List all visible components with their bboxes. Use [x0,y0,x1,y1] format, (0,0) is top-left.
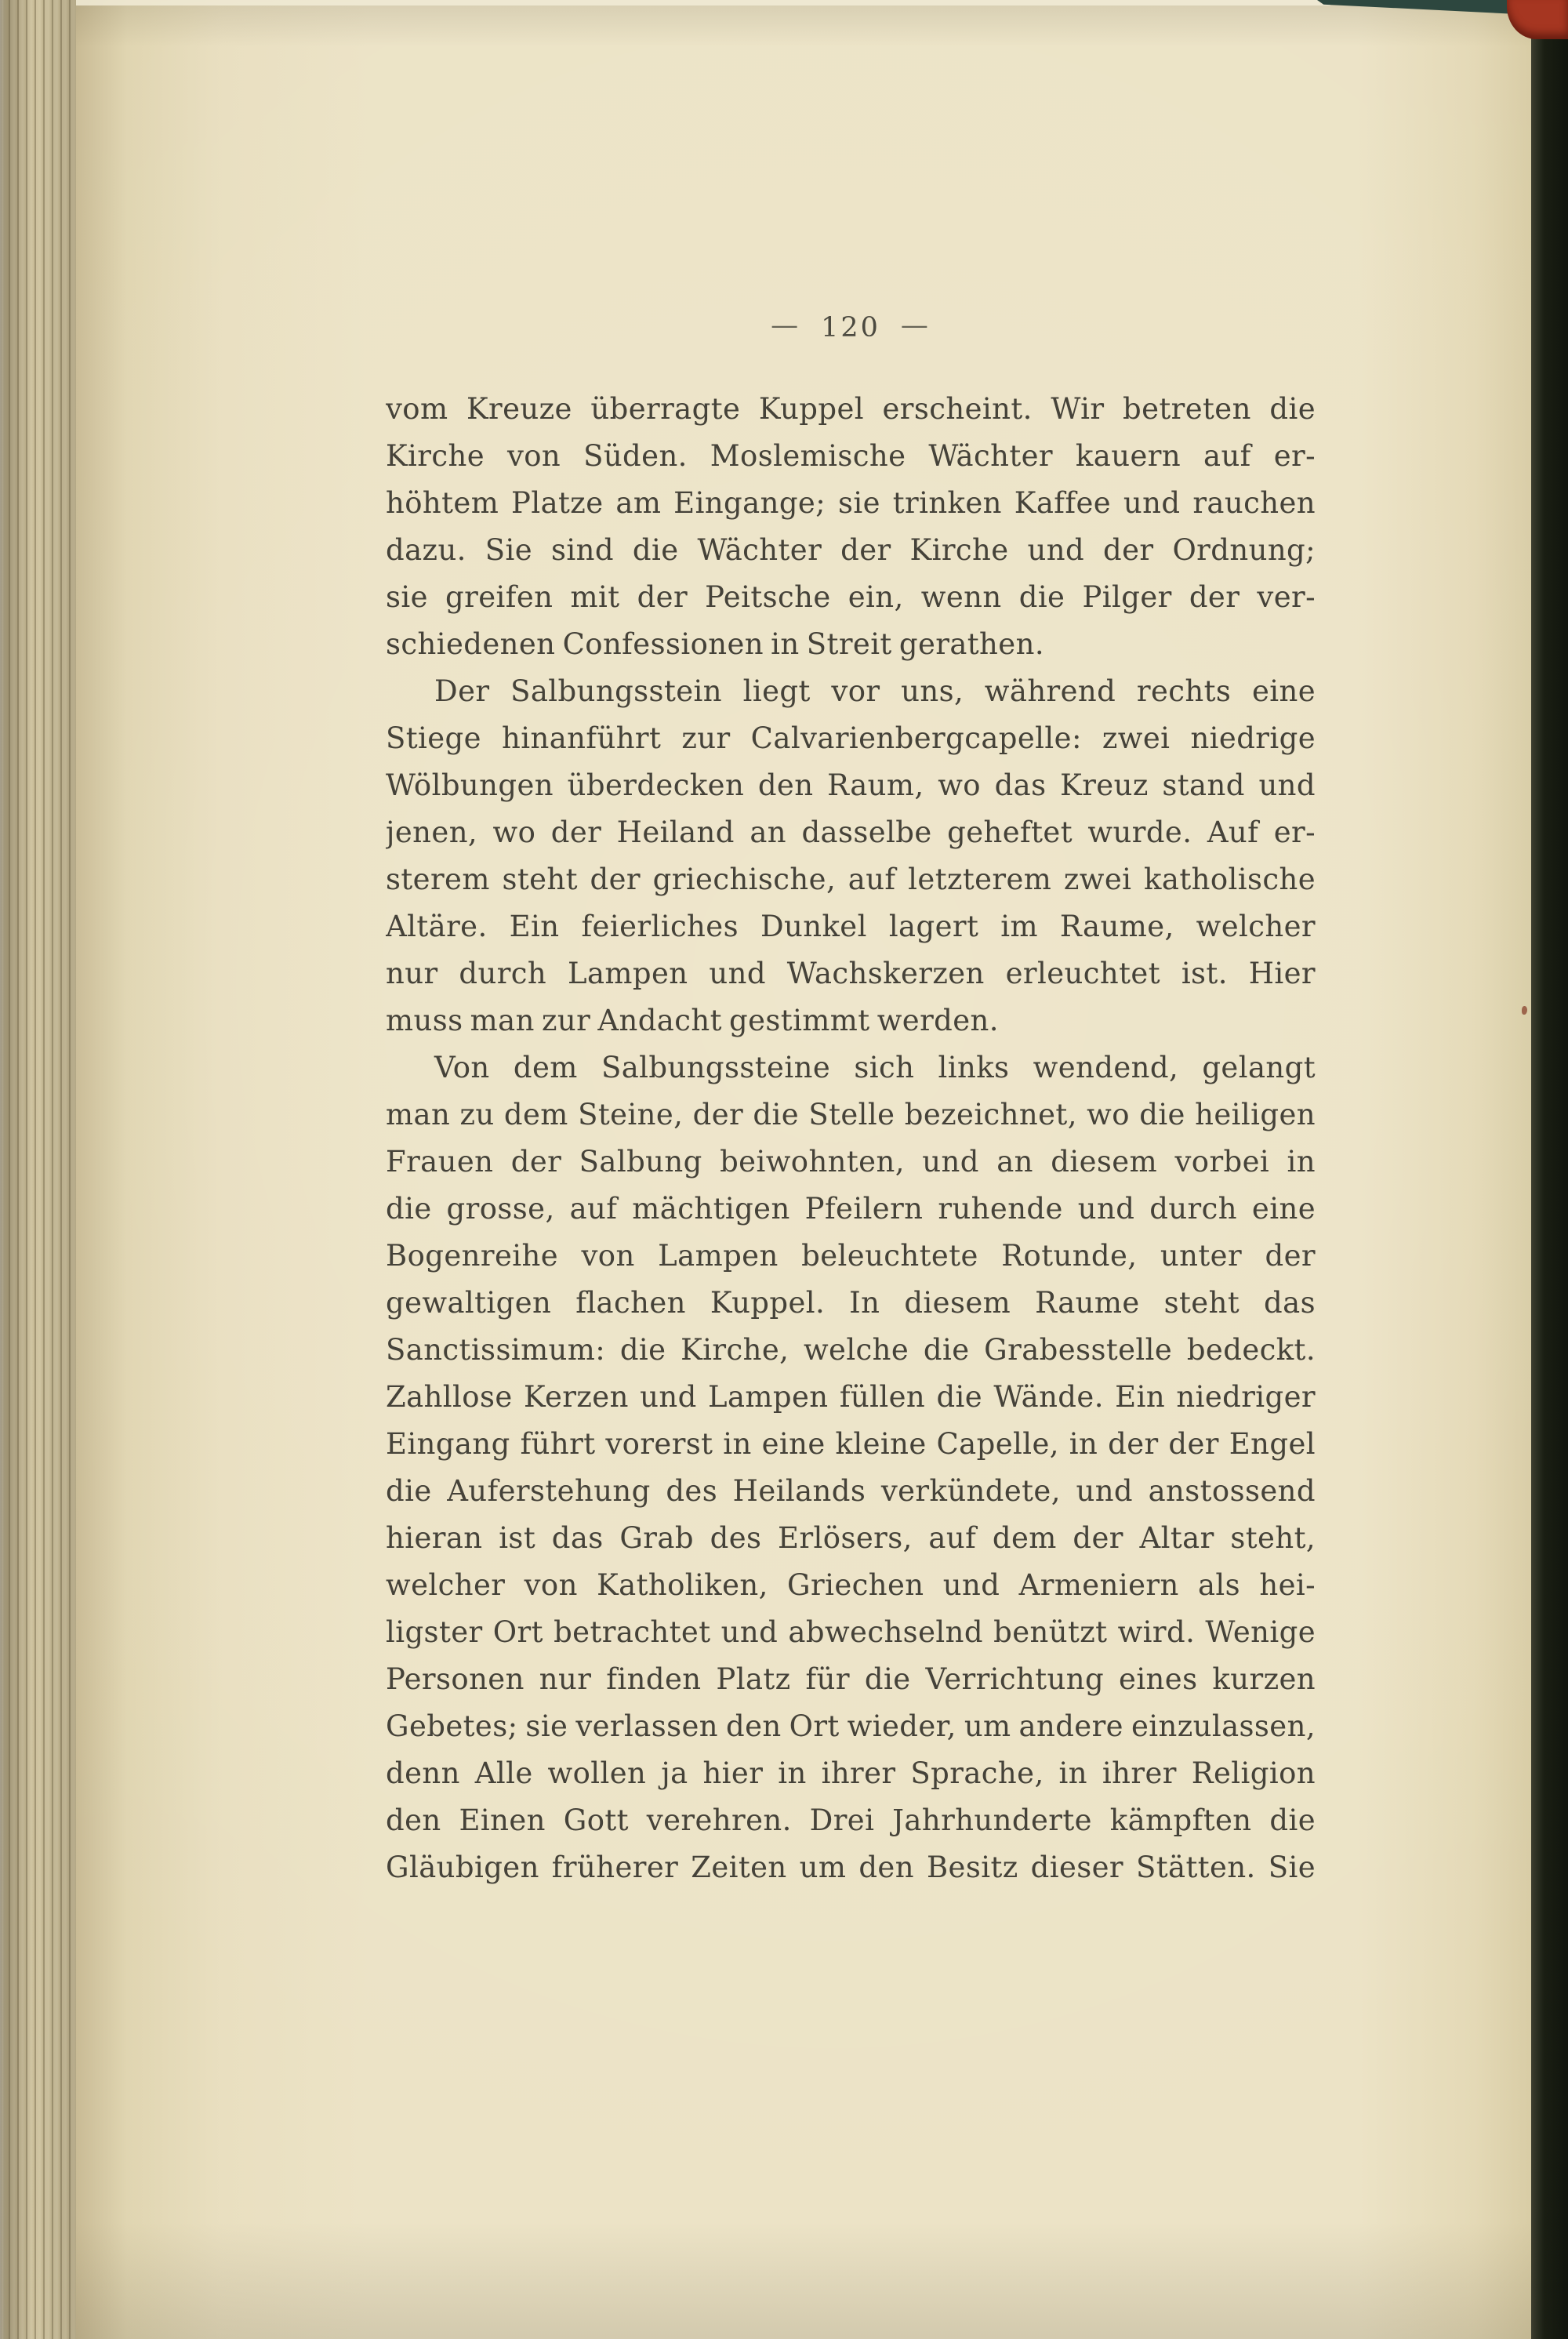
page-top-edge [76,0,1330,5]
text-line: Sanctissimum: die Kirche, welche die Grabesstelle bedeckt. [386,1333,1316,1367]
text-line: ligster Ort betrachtet und abwechselnd benützt wird. Wenige [386,1615,1316,1649]
text-line: die Auferstehung des Heilands verkündete, und anstossend [386,1474,1316,1508]
text-line: Wölbungen überdecken den Raum, wo das Kreuz stand und [386,768,1316,802]
page-edges-stack [0,0,76,2339]
text-line: Kirche von Süden. Moslemische Wächter kauern auf er- [386,439,1316,473]
text-line: die grosse, auf mächtigen Pfeilern ruhende und durch eine [386,1192,1316,1226]
paragraph-1 [386,386,1316,668]
text-line: Frauen der Salbung beiwohnten, und an diesem vorbei in [386,1145,1316,1179]
text-line: welcher von Katholiken, Griechen und Armeniern als hei- [386,1568,1316,1602]
text-line: vom Kreuze überragte Kuppel erscheint. Wir betreten die [386,392,1316,426]
text-line: Gläubigen früherer Zeiten um den Besitz dieser Stätten. Sie [386,1850,1316,1884]
body-text [386,386,1316,1899]
page-number-value: 120 [821,312,880,343]
page-number-dash-right: — [900,310,931,341]
paragraph-2 [386,668,1316,1044]
text-line: man zu dem Steine, der die Stelle bezeichnet, wo die heiligen [386,1098,1316,1131]
page-number [386,312,1316,343]
text-line: Der Salbungsstein liegt vor uns, während rechts eine [434,674,1316,708]
text-line: schiedenen Confessionen in Streit gerathen. [386,627,1044,661]
text-line: hieran ist das Grab des Erlösers, auf dem der Altar steht, [386,1521,1316,1555]
text-line: Bogenreihe von Lampen beleuchtete Rotunde, unter der [386,1239,1316,1273]
text-line: muss man zur Andacht gestimmt werden. [386,1004,999,1037]
text-line: jenen, wo der Heiland an dasselbe geheftet wurde. Auf er- [386,815,1316,849]
book-right-edge [1531,0,1568,2339]
text-line: dazu. Sie sind die Wächter der Kirche und der Ordnung; [386,533,1316,567]
text-line: Zahllose Kerzen und Lampen füllen die Wände. Ein niedriger [386,1380,1316,1414]
text-line: höhtem Platze am Eingange; sie trinken Kaffee und rauchen [386,486,1316,520]
text-line: gewaltigen flachen Kuppel. In diesem Raume steht das [386,1286,1316,1320]
text-line: Von dem Salbungssteine sich links wendend, gelangt [434,1051,1316,1084]
text-line: Eingang führt vorerst in eine kleine Capelle, in der der Engel [386,1427,1316,1461]
text-line: sterem steht der griechische, auf letzterem zwei katholische [386,863,1316,896]
paragraph-3 [386,1044,1316,1891]
text-line: denn Alle wollen ja hier in ihrer Sprache, in ihrer Religion [386,1756,1316,1790]
text-line: Gebetes; sie verlassen den Ort wieder, um andere einzulassen, [386,1709,1316,1743]
text-line: nur durch Lampen und Wachskerzen erleuchtet ist. Hier [386,957,1316,990]
page-number-dash-left: — [771,310,801,341]
text-line: sie greifen mit der Peitsche ein, wenn die Pilger der ver- [386,580,1316,614]
text-line: den Einen Gott verehren. Drei Jahrhunderte kämpften die [386,1803,1316,1837]
text-line: Personen nur finden Platz für die Verrichtung eines kurzen [386,1662,1316,1696]
text-line: Stiege hinanführt zur Calvarienbergcapelle: zwei niedrige [386,721,1316,755]
text-line: Altäre. Ein feierliches Dunkel lagert im Raume, welcher [386,910,1316,943]
